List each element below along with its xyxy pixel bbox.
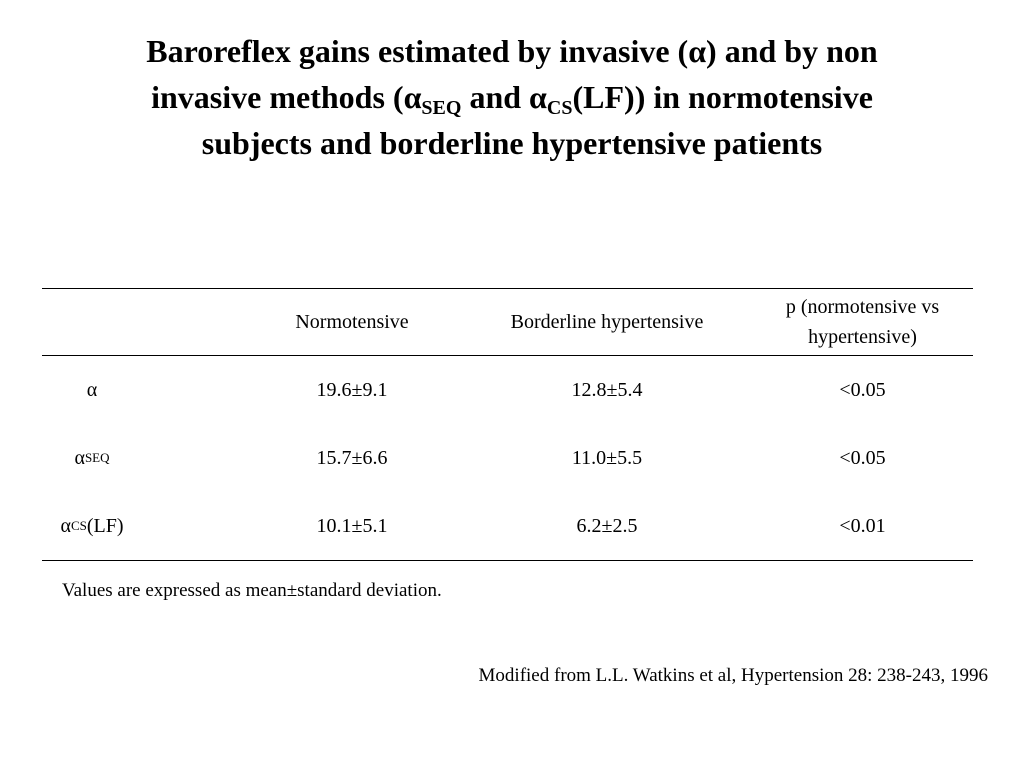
title-line-2-mid: and α [461, 79, 547, 115]
header-borderline: Borderline hypertensive [510, 310, 704, 333]
table-footnote: Values are expressed as mean±standard deviation. [62, 580, 442, 601]
alpha-symbol: α [60, 514, 71, 537]
cell-normotensive: 15.7±6.6 [316, 446, 388, 469]
title-subscript-seq: SEQ [421, 97, 462, 119]
row-label [42, 356, 142, 424]
table-bottom-rule [42, 560, 973, 561]
header-normotensive: Normotensive [295, 310, 409, 333]
title-line-2 [40, 74, 984, 120]
cell-p-value: <0.05 [839, 378, 886, 401]
title-line-3: subjects and borderline hypertensive patients [201, 125, 823, 161]
row-label: α SEQ [74, 446, 110, 469]
table-header-row [42, 288, 973, 355]
header-p-line-2: hypertensive) [808, 325, 917, 348]
title-line-1: Baroreflex gains estimated by invasive (α) and by non [146, 33, 878, 69]
alpha-symbol: α [86, 378, 98, 401]
cell-borderline: 12.8±5.4 [571, 378, 643, 401]
title-line-2-pre: invasive methods (α [151, 79, 422, 115]
cell-normotensive: 10.1±5.1 [316, 514, 388, 537]
cell-p-value: <0.05 [839, 446, 886, 469]
slide-title [40, 28, 984, 166]
header-p-value [752, 288, 973, 355]
cell-normotensive: 19.6±9.1 [316, 378, 388, 401]
source-citation: Modified from L.L. Watkins et al, Hypertension 28: 238-243, 1996 [478, 665, 988, 686]
header-p-line-1: p (normotensive vs [785, 295, 940, 318]
table-row [42, 492, 973, 560]
alpha-symbol: α [74, 446, 85, 469]
title-line-2-post: (LF)) in normotensive [572, 79, 873, 115]
row-label: α CS (LF) [60, 514, 124, 537]
cell-borderline: 11.0±5.5 [571, 446, 643, 469]
cell-borderline: 6.2±2.5 [576, 514, 638, 537]
title-subscript-cs: CS [546, 97, 573, 119]
table-row [42, 424, 973, 492]
table-row [42, 356, 973, 424]
cell-p-value: <0.01 [839, 514, 886, 537]
row-label-suffix: (LF) [86, 514, 124, 537]
